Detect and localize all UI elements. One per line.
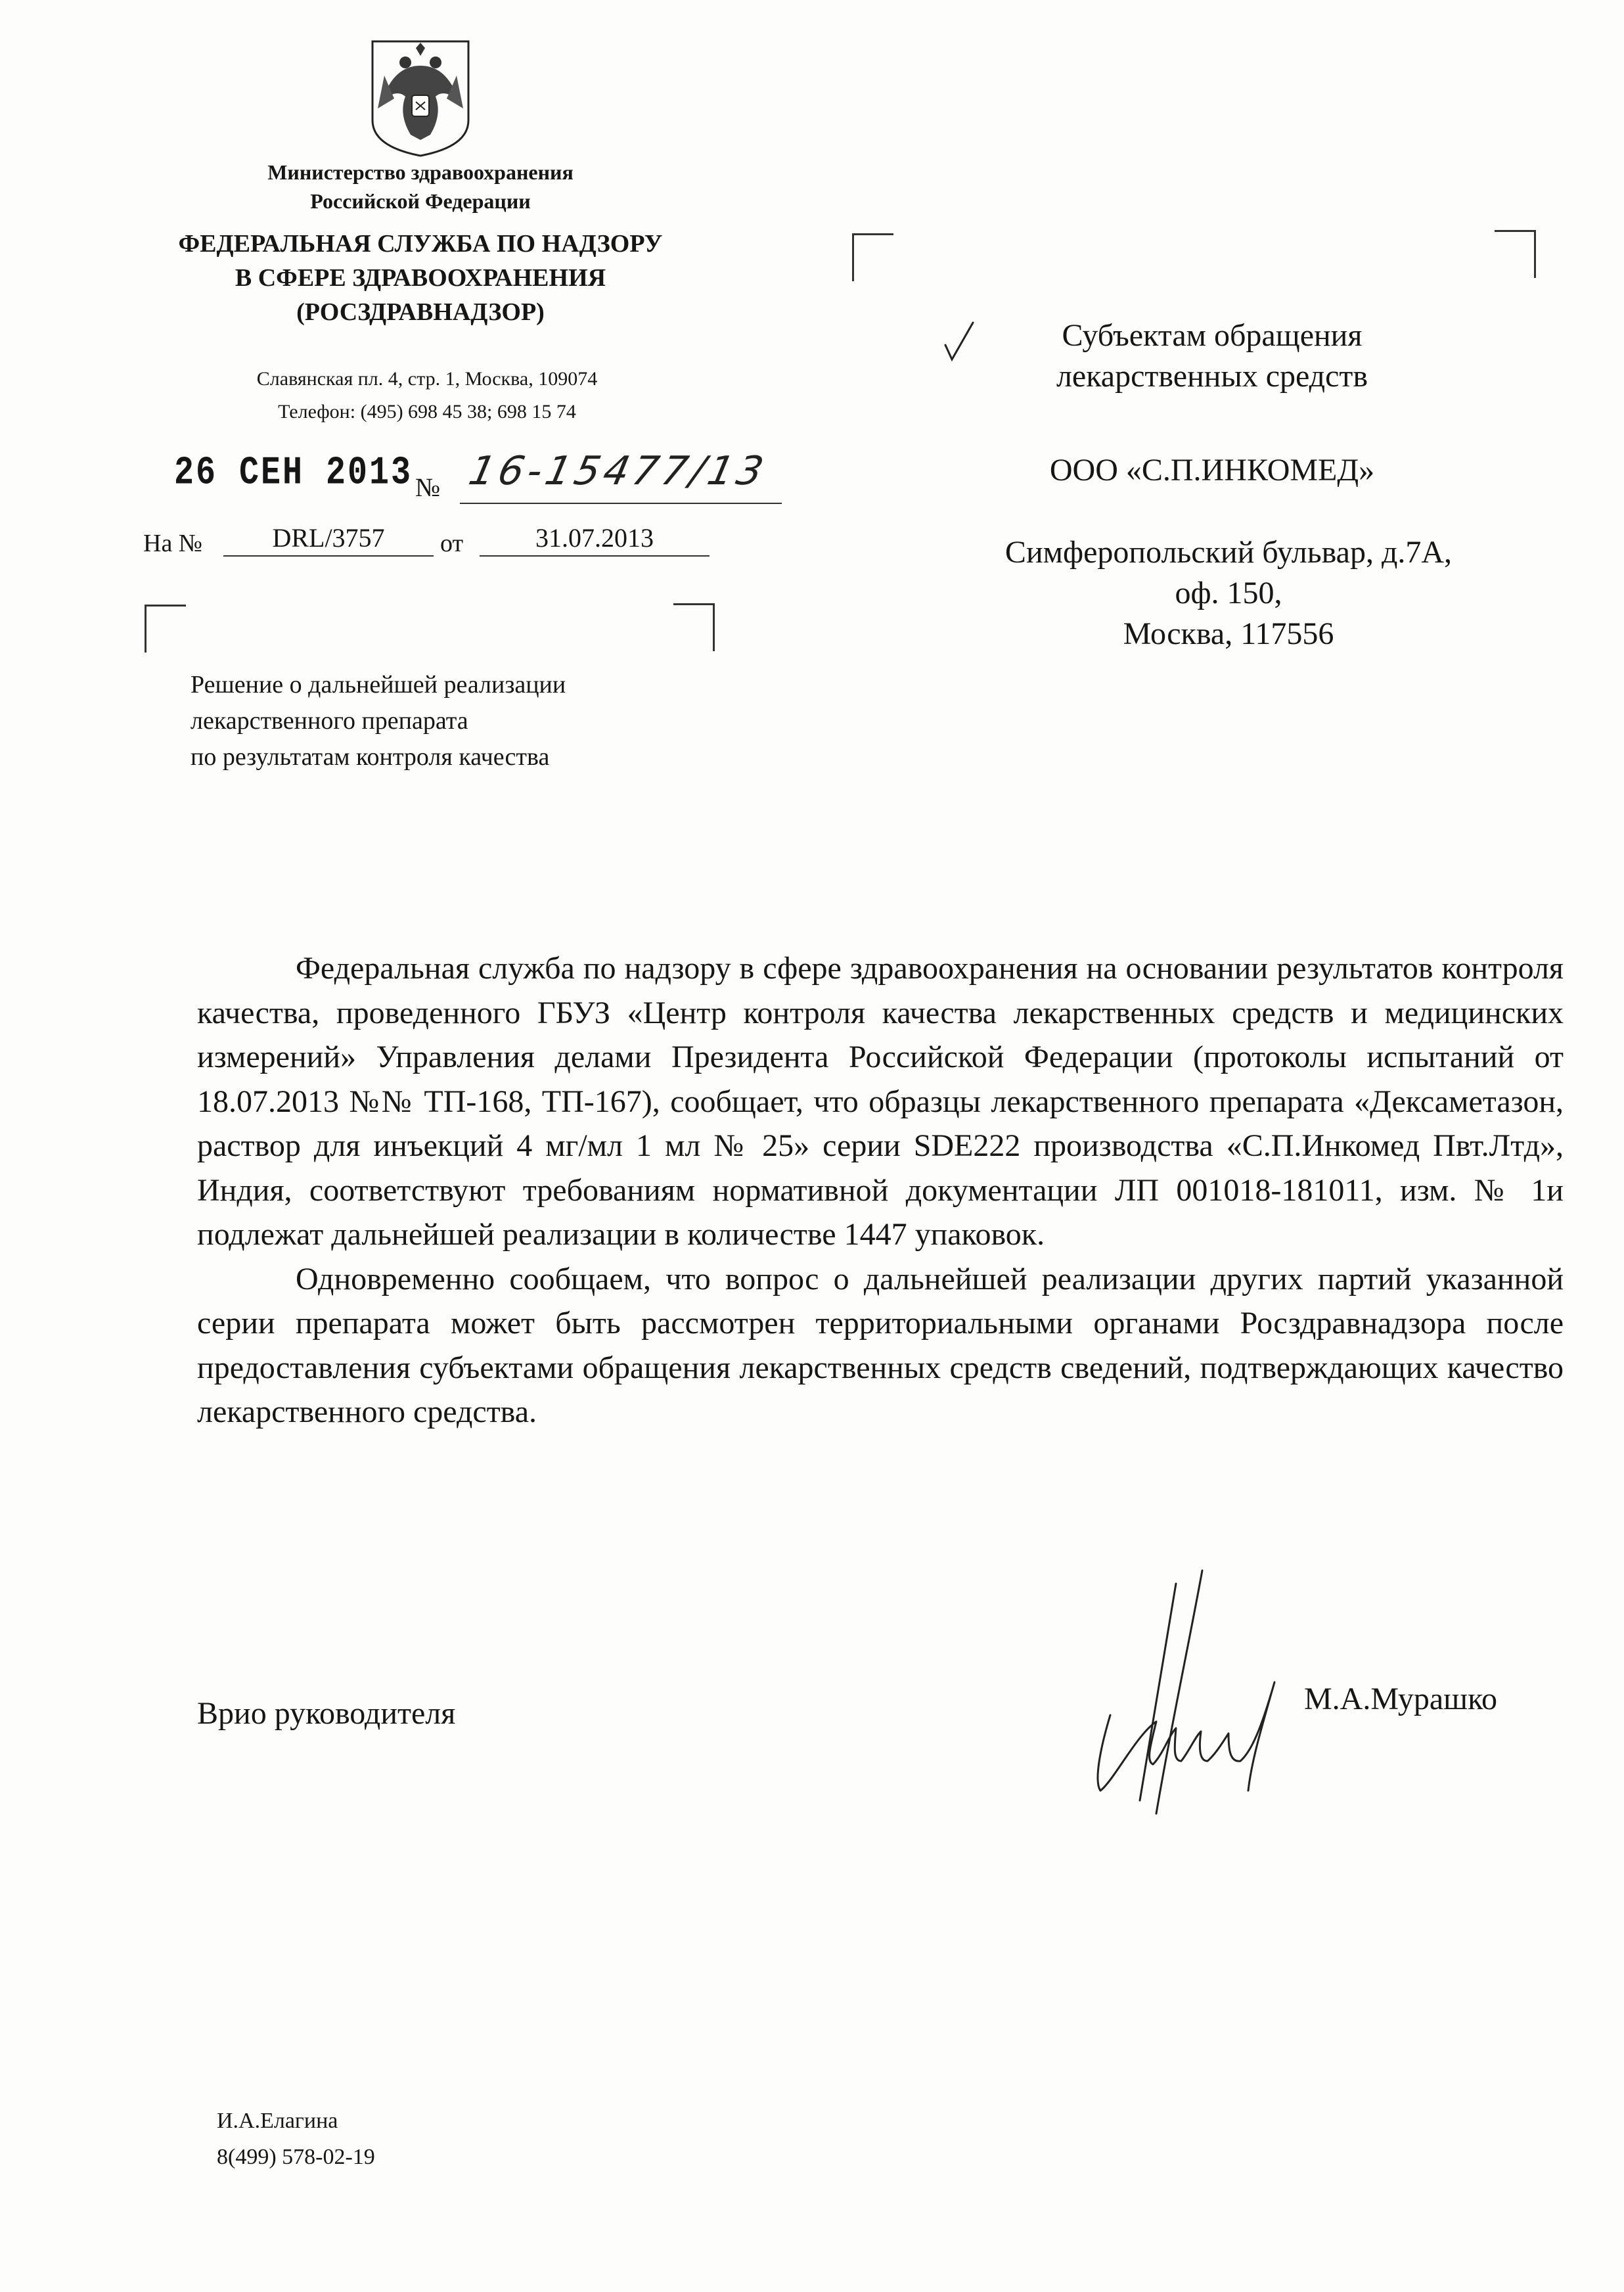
recipient-line1: Субъектам обращения: [1062, 318, 1363, 353]
registration-date: 26 СЕН 2013: [174, 451, 413, 496]
ministry-name: [164, 158, 677, 216]
reference-number: DRL/3757: [272, 523, 385, 553]
subject-line1: Решение о дальнейшей реализации: [191, 671, 566, 699]
reference-label: На №: [143, 530, 203, 557]
sender-contacts: [131, 363, 723, 428]
signer-name: М.А.Мурашко: [1304, 1682, 1497, 1716]
registration-number-label: №: [415, 472, 441, 502]
executor-contact: [217, 2103, 375, 2175]
body-paragraph-1: Федеральная служба по надзору в сфере здравоохранения на основании результатов контроля качества, проведенного ГБУЗ «Центр контроля качества лекарственных средств и медицинских измерений» Управления делами Президента Российской Федерации (протоколы испытаний от 18.07.2013 №№ ТП-168, ТП-167), сообщает, что образцы лекарственного препарата «Дексаметазон, раствор для инъекций 4 мг/мл 1 мл № 25» серии SDE222 производства «С.П.Инкомед Пвт.Лтд», Индия, соответствуют требованиям нормативной документации ЛП 001018-181011, изм. № 1и подлежат дальнейшей реализации в количестве 1447 упаковок.: [197, 951, 1564, 1252]
recipient-corner-left: [852, 233, 893, 281]
registration-number-underline: [460, 503, 782, 504]
sender-address: Славянская пл. 4, стр. 1, Москва, 109074: [256, 368, 598, 390]
recipient-line2: лекарственных средств: [1056, 359, 1368, 394]
letter-subject: [191, 667, 782, 775]
recipient-address3: Москва, 117556: [1123, 616, 1334, 651]
recipient-company: ООО «С.П.ИНКОМЕД»: [1049, 453, 1375, 488]
service-name: [118, 227, 723, 329]
letter-body: [197, 946, 1564, 1434]
recipient-address: [893, 532, 1564, 654]
subject-line2: лекарственного препарата: [191, 707, 468, 735]
ministry-line2: Российской Федерации: [310, 189, 531, 213]
registration-number: 16-15477/13: [464, 448, 771, 494]
reference-number-underline: [223, 555, 434, 557]
service-line1: ФЕДЕРАЛЬНАЯ СЛУЖБА ПО НАДЗОРУ: [178, 230, 663, 258]
reference-date: 31.07.2013: [535, 523, 654, 553]
recipient-address2: оф. 150,: [1175, 576, 1282, 610]
recipient-address1: Симферопольский бульвар, д.7А,: [1004, 535, 1453, 570]
service-line3: (РОСЗДРАВНАДЗОР): [296, 298, 545, 326]
service-line2: В СФЕРЕ ЗДРАВООХРАНЕНИЯ: [235, 264, 606, 292]
reference-from-label: от: [440, 530, 464, 557]
sender-phone: Телефон: (495) 698 45 38; 698 15 74: [278, 401, 576, 423]
coat-of-arms-emblem: [365, 36, 476, 158]
recipient-heading: [916, 315, 1508, 397]
signer-position: Врио руководителя: [197, 1696, 456, 1731]
subject-line3: по результатам контроля качества: [191, 743, 550, 771]
subject-corner-right: [673, 603, 715, 651]
reference-date-underline: [480, 555, 710, 557]
ministry-line1: Министерство здравоохранения: [267, 160, 574, 184]
executor-phone: 8(499) 578-02-19: [217, 2145, 375, 2169]
executor-name: И.А.Елагина: [217, 2109, 338, 2133]
handwritten-signature: [1064, 1564, 1307, 1840]
recipient-corner-right: [1495, 230, 1536, 278]
subject-corner-left: [145, 605, 186, 653]
body-paragraph-2: Одновременно сообщаем, что вопрос о дальнейшей реализации других партий указанной серии препарата может быть рассмотрен территориальными органами Росздравнадзора после предоставления субъектами обращения лекарственных средств сведений, подтверждающих качество лекарственного средства.: [197, 1261, 1564, 1429]
